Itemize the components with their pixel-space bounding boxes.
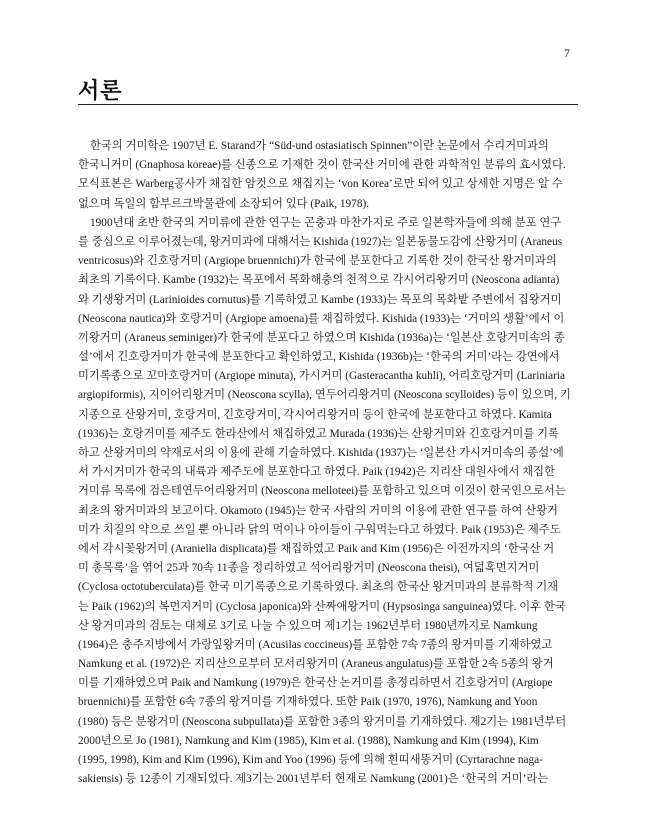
text-line: bruennichi)를 포함한 6속 7종의 왕거미를 기재하였다. 또한 Paik (1970, 1976), Namkung and Yoon bbox=[78, 696, 538, 709]
text-line: sakiensis) 등 12종이 기재되었다. 제3기는 2001년부터 현재로 Namkung (2001)은 ‘한국의 거미’라는 bbox=[78, 773, 549, 786]
text-line: 미기록종으로 꼬마호랑거미 (Argiope minuta), 가시거미 (Gasteracantha kuhli), 어리호랑거미 (Lariniaria bbox=[78, 370, 566, 383]
text-line: 거미류 목록에 검은테연두어리왕거미 (Neoscona melloteei)를 포함하고 있으며 이것이 한국인으로서는 bbox=[78, 485, 566, 498]
text-line: (Neoscona nautica)와 호랑거미 (Argiope amoena)를 채집하였다. Kishida (1933)는 ‘거미의 생활’에서 이 bbox=[78, 312, 565, 325]
text-line: 최초의 왕거미과의 보고이다. Okamoto (1945)는 한국 사람의 거미의 이용에 관한 연구를 하여 산왕거 bbox=[78, 504, 558, 517]
text-line: 지종으로 산왕거미, 호랑거미, 긴호랑거미, 각시어리왕거미 등이 한국에 분포한다고 하였다. Kamita bbox=[78, 408, 552, 421]
page-number: 7 bbox=[564, 46, 570, 60]
text-line: 와 기생왕거미 (Larinioides cornutus)를 기록하였고 Kambe (1933)는 목포의 목화밭 주변에서 집왕거미 bbox=[78, 293, 562, 306]
text-line: 미가 치질의 약으로 쓰일 뿐 아니라 닭의 먹이나 아이들이 구워먹는다고 하였다. Paik (1953)은 제주도 bbox=[78, 523, 561, 536]
text-line: 한국니거미 (Gnaphosa koreae)를 신종으로 기재한 것이 한국산 거미에 관한 과학적인 분류의 효시였다. bbox=[78, 159, 566, 172]
text-line: 산 왕거미과의 검토는 대체로 3기로 나눌 수 있으며 제1기는 1962년부터 1980년까지로 Namkung bbox=[78, 619, 538, 632]
body-text bbox=[78, 137, 578, 789]
text-line: 끼왕거미 (Araneus seminiger)가 한국에 분포다고 하였으며 Kishida (1936a)는 ‘일본산 호랑거미속의 종 bbox=[78, 331, 565, 344]
text-line: 를 중심으로 이루어졌는데, 왕거미과에 대해서는 Kishida (1927)는 일본동물도감에 산왕거미 (Araneus bbox=[78, 235, 563, 248]
text-line: 최초의 기록이다. Kambe (1932)는 목포에서 목화해충의 천적으로 각시어리왕거미 (Neoscona adianta) bbox=[78, 274, 560, 287]
text-line: ventricosus)와 긴호랑거미 (Argiope bruennichi)가 한국에 분포한다고 기록한 것이 한국산 왕거미과의 bbox=[78, 255, 557, 268]
text-line: 하고 산왕거미의 약재로서의 이용에 관해 기술하였다. Kishida (1937)는 ‘일본산 가시거미속의 종설’에 bbox=[78, 447, 564, 459]
text-line: argiopiformis), 지이어리왕거미 (Neoscona scylla), 연두어리왕거미 (Neoscona scylloides) 등이 있으며, 기 bbox=[78, 389, 571, 402]
text-line: 설’에서 긴호랑거미가 한국에 분포한다고 확인하였고, Kishida (1936b)는 ‘한국의 거미’라는 강연에서 bbox=[78, 351, 560, 364]
text-line: (1980) 등은 분왕거미 (Neoscona subpullata)를 포함한 3종의 왕거미를 기재하였다. 제2기는 1981년부터 bbox=[78, 715, 567, 728]
text-line: 2000년으로 Jo (1981), Namkung and Kim (1985), Kim et al. (1988), Namkung and Kim (1994), Kim bbox=[78, 734, 539, 747]
text-line: 1900년대 초반 한국의 거미류에 관한 연구는 곤충과 마찬가지로 주로 일본학자들에 의해 분포 연구 bbox=[90, 216, 562, 229]
text-line: 미 총목록’을 엮어 25과 70속 11종을 정리하였고 석어리왕거미 (Neoscona theisi), 여덟혹먼지거미 bbox=[78, 562, 540, 575]
text-line: (1995, 1998), Kim and Kim (1996), Kim and Yoo (1996) 등에 의해 흰띠새똥거미 (Cyrtarachne naga- bbox=[78, 754, 543, 766]
text-line: 없으며 독일의 함부르크박물관에 소장되어 있다 (Paik, 1978). bbox=[78, 197, 370, 210]
text-line: 는 Paik (1962)의 복먼지거미 (Cyclosa japonica)와 산짜애왕거미 (Hypsosinga sanguinea)였다. 이후 한국 bbox=[78, 600, 566, 613]
text-line: 에서 각시꽃왕거미 (Araniella displicata)를 채집하였고 Paik and Kim (1956)은 이전까지의 ‘한국산 거 bbox=[78, 542, 555, 555]
text-line: Namkung et al. (1972)은 지리산으로부터 모서리왕거미 (Araneus angulatus)를 포함한 2속 5종의 왕거 bbox=[78, 658, 554, 671]
title-divider bbox=[78, 104, 578, 105]
text-line: 미를 기재하였으며 Paik and Namkung (1979)은 한국산 논거미를 총정리하면서 긴호랑거미 (Argiope bbox=[78, 677, 553, 690]
text-line: 서 가시거미가 한국의 내륙과 제주도에 분포한다고 하였다. Paik (1942)은 지리산 대원사에서 채집한 bbox=[78, 466, 555, 479]
text-line: 모식표본은 Warberg공사가 채집한 암컷으로 채집지는 ‘von Korea’로만 되어 있고 상세한 지명은 알 수 bbox=[78, 178, 563, 191]
text-line: (Cyclosa octotuberculata)를 한국 미기록종으로 기록하였다. 최초의 한국산 왕거미과의 분류학적 기재 bbox=[78, 581, 559, 594]
text-line: (1936)는 호랑거미를 제주도 한라산에서 채집하였고 Murada (1936)는 산왕거미와 긴호랑거미를 기록 bbox=[78, 427, 559, 440]
section-title: 서론 bbox=[78, 79, 123, 104]
text-line: 한국의 거미학은 1907년 E. Starand가 “Süd-und ostasiatisch Spinnen”이란 논문에서 수리거미과의 bbox=[90, 140, 549, 152]
text-line: (1964)은 충주지방에서 가랑잎왕거미 (Acusilas coccineus)를 포함한 7속 7종의 왕거미를 기재하였고 bbox=[78, 638, 553, 651]
